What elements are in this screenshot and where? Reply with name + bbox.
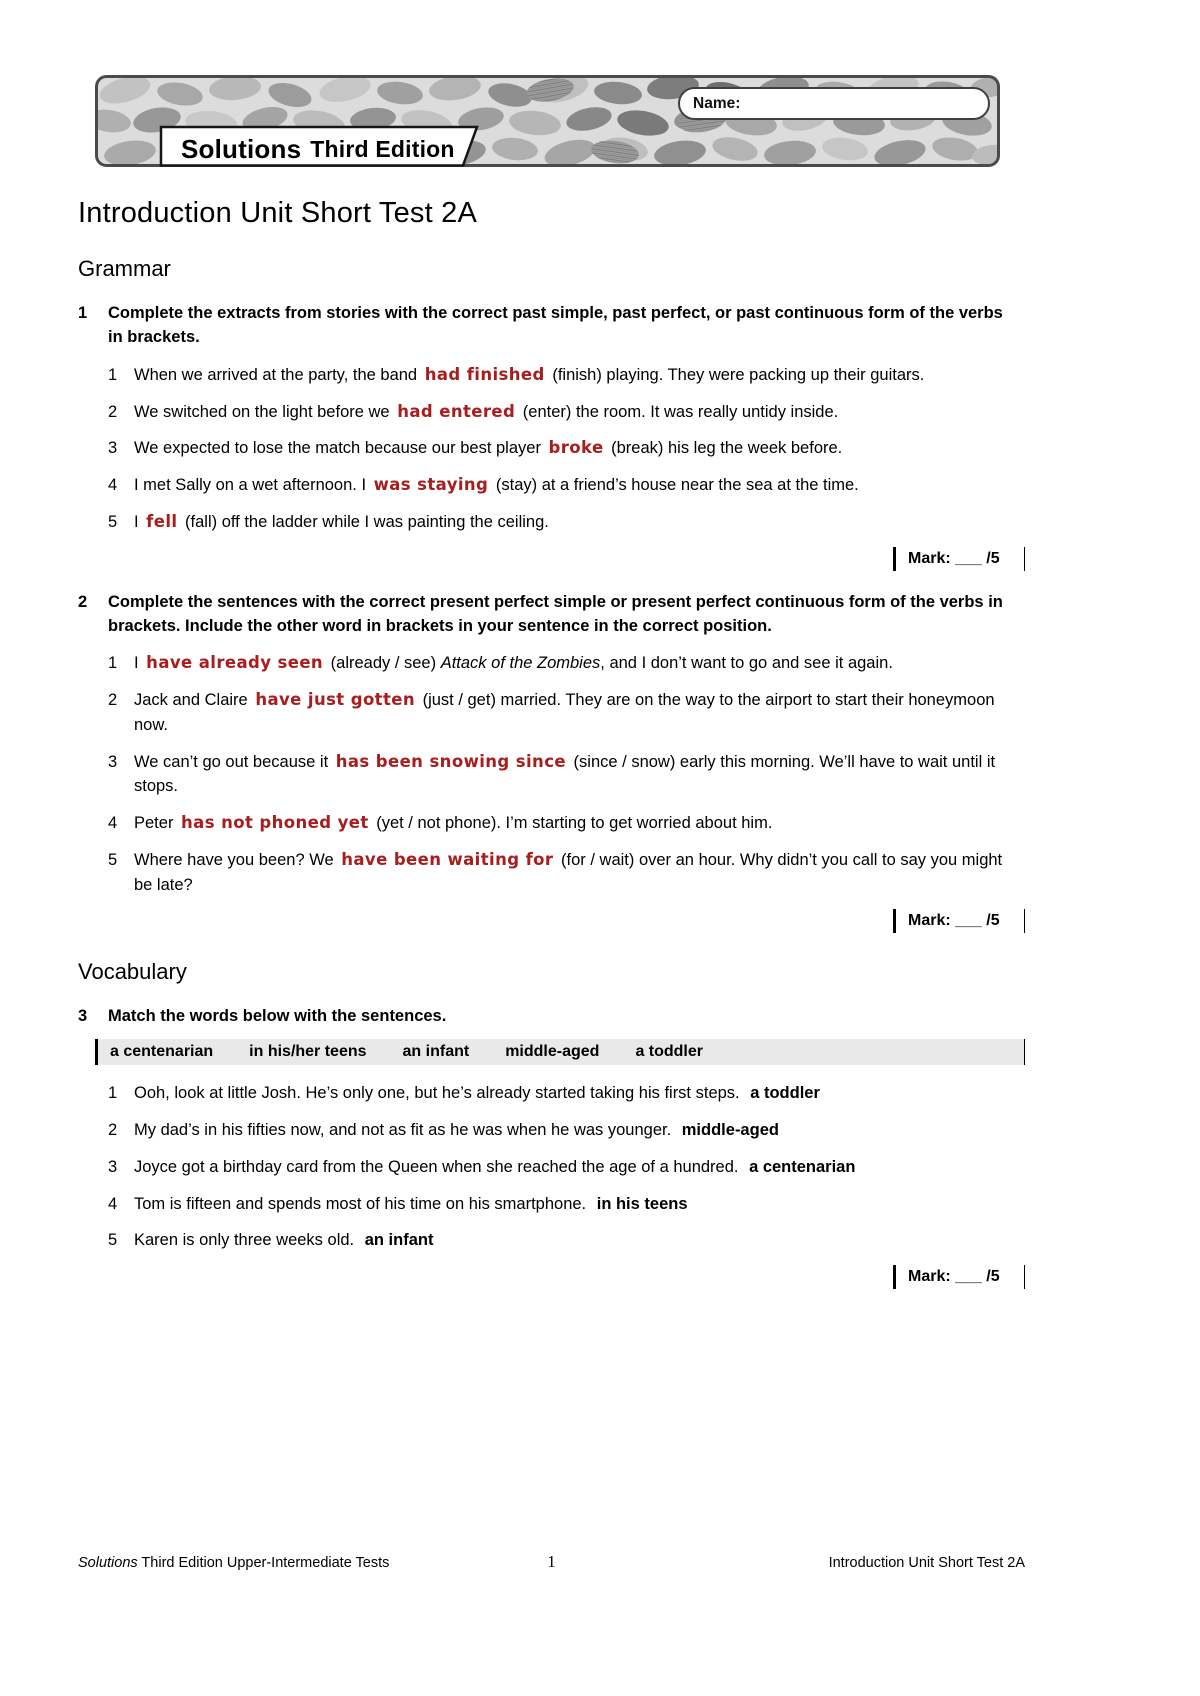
item-number: 3	[108, 752, 118, 771]
item-number: 5	[108, 1231, 118, 1250]
text-segment: When we arrived at the party, the band	[134, 365, 422, 384]
footer-left	[78, 1555, 547, 1571]
word-bank-item: an infant	[402, 1043, 470, 1061]
handwritten-answer: have already seen	[146, 653, 324, 673]
content-column	[78, 167, 1025, 1297]
mark-box: Mark: ___ /5	[893, 547, 1025, 571]
item-number: 1	[108, 1084, 118, 1103]
question-item	[108, 750, 1025, 800]
item-text	[134, 848, 1025, 898]
mark-box: Mark: ___ /5	[893, 1265, 1025, 1289]
text-segment: I	[134, 654, 144, 673]
vocab-answer: in his teens	[596, 1194, 688, 1213]
question-item	[108, 473, 1025, 498]
question-item	[108, 1118, 1025, 1143]
item-number: 2	[108, 691, 118, 710]
item-text	[134, 688, 1025, 738]
items-list	[78, 1081, 1025, 1253]
text-segment: (just / get) married. They are on the way to the airport to start their honeymoon now.	[134, 691, 995, 734]
exercise-1	[78, 302, 1025, 571]
question-item	[108, 1228, 1025, 1253]
section-heading-grammar: Grammar	[78, 256, 171, 281]
exercise-number: 1	[78, 304, 88, 322]
word-bank	[95, 1039, 1025, 1065]
page-title: Introduction Unit Short Test 2A	[78, 197, 477, 229]
handwritten-answer: has been snowing since	[335, 751, 566, 771]
item-text	[134, 1192, 1025, 1217]
question-item	[108, 811, 1025, 836]
text-segment: (fall) off the ladder while I was painting the ceiling.	[180, 512, 549, 531]
name-label: Name:	[693, 94, 741, 112]
section-heading-vocabulary: Vocabulary	[78, 959, 187, 985]
exercise-instructions: Match the words below with the sentences.	[108, 1007, 447, 1026]
handwritten-answer: had entered	[397, 401, 516, 421]
item-number: 1	[108, 365, 118, 384]
item-text	[134, 1228, 1025, 1253]
vocab-answer: an infant	[364, 1231, 434, 1250]
text-segment: We can’t go out because it	[134, 752, 333, 771]
text-segment: Where have you been? We	[134, 850, 339, 869]
text-segment: (stay) at a friend’s house near the sea at the time.	[491, 476, 859, 495]
question-item	[108, 848, 1025, 898]
item-number: 4	[108, 814, 118, 833]
items-list	[78, 651, 1025, 897]
item-text	[134, 750, 1025, 800]
text-segment: (already / see)	[326, 654, 441, 673]
item-text	[134, 363, 1025, 388]
question-item	[108, 363, 1025, 388]
handwritten-answer: has not phoned yet	[181, 813, 369, 833]
item-number: 5	[108, 850, 118, 869]
footer-series-rest: Third Edition Upper-Intermediate Tests	[137, 1555, 390, 1571]
items-list	[78, 363, 1025, 535]
text-segment: Karen is only three weeks old.	[134, 1231, 359, 1250]
text-segment: Ooh, look at little Josh. He’s only one, but he’s already started taking his first steps.	[134, 1084, 745, 1103]
question-item	[108, 400, 1025, 425]
handwritten-answer: have been waiting for	[341, 849, 554, 869]
header-banner	[95, 75, 1000, 167]
exercise-3	[78, 1005, 1025, 1289]
item-number: 2	[108, 1121, 118, 1140]
text-segment: Joyce got a birthday card from the Queen when she reached the age of a hundred.	[134, 1157, 744, 1176]
question-item	[108, 1081, 1025, 1106]
exercise-1-heading	[78, 302, 1025, 350]
question-item	[108, 688, 1025, 738]
text-segment: (yet / not phone). I’m starting to get worried about him.	[371, 814, 773, 833]
word-bank-item: a centenarian	[110, 1043, 214, 1061]
item-number: 3	[108, 1157, 118, 1176]
footer	[78, 1552, 1025, 1572]
item-text	[134, 651, 1025, 676]
mark-row	[78, 1265, 1025, 1289]
item-text	[134, 1118, 1025, 1143]
exercise-instructions: Complete the extracts from stories with the correct past simple, past perfect, or past continuous form of the verbs in brackets.	[108, 304, 1003, 346]
text-segment: Peter	[134, 814, 179, 833]
mark-row	[78, 547, 1025, 571]
text-segment: Tom is fifteen and spends most of his time on his smartphone.	[134, 1194, 591, 1213]
word-bank-item: middle-aged	[505, 1043, 600, 1061]
item-text	[134, 510, 1025, 535]
text-segment: (finish) playing. They were packing up their guitars.	[547, 365, 925, 384]
mark-row	[78, 909, 1025, 933]
item-number: 3	[108, 439, 118, 458]
text-segment: , and I don’t want to go and see it again.	[600, 654, 893, 673]
question-item	[108, 510, 1025, 535]
exercise-number: 2	[78, 592, 88, 611]
exercise-3-heading	[78, 1005, 1025, 1029]
item-text	[134, 1081, 1025, 1106]
item-text	[134, 436, 1025, 461]
text-segment: I met Sally on a wet afternoon. I	[134, 476, 371, 495]
item-number: 4	[108, 1194, 118, 1213]
text-segment: (for / wait) over an hour. Why didn’t you call to say you might be late?	[134, 850, 1003, 894]
exercise-2	[78, 591, 1025, 934]
exercise-instructions: Complete the sentences with the correct present perfect simple or present perfect continuous form of the verbs in brackets. Include the other word in brackets in your sentence in the correct position.	[108, 592, 1003, 635]
word-bank-item: in his/her teens	[249, 1043, 367, 1061]
exercise-number: 3	[78, 1007, 88, 1026]
text-segment: We expected to lose the match because our best player	[134, 439, 546, 458]
name-field	[678, 87, 990, 120]
vocab-answer: a toddler	[750, 1084, 820, 1103]
footer-right: Introduction Unit Short Test 2A	[828, 1555, 1025, 1571]
word-bank-item: a toddler	[635, 1043, 703, 1061]
handwritten-answer: was staying	[373, 475, 489, 495]
footer-page-number: 1	[547, 1552, 556, 1571]
item-text	[134, 1155, 1025, 1180]
text-segment: (since / snow) early this morning. We’ll have to wait until it stops.	[134, 752, 996, 796]
logo-solutions: Solutions	[181, 133, 302, 164]
text-segment: Jack and Claire	[134, 691, 253, 710]
text-segment: My dad’s in his fifties now, and not as fit as he was when he was younger.	[134, 1121, 676, 1140]
exercise-2-heading	[78, 591, 1025, 639]
question-item	[108, 1155, 1025, 1180]
item-text	[134, 473, 1025, 498]
vocab-answer: middle-aged	[681, 1121, 779, 1140]
question-item	[108, 436, 1025, 461]
logo-third-edition: Third Edition	[310, 135, 455, 162]
italic-title: Attack of the Zombies	[440, 654, 601, 673]
question-item	[108, 1192, 1025, 1217]
text-segment: I	[134, 512, 144, 531]
item-number: 5	[108, 512, 118, 531]
item-number: 1	[108, 654, 118, 673]
question-item	[108, 651, 1025, 676]
footer-series-name: Solutions	[78, 1555, 138, 1571]
logo	[181, 132, 455, 166]
handwritten-answer: have just gotten	[255, 690, 415, 710]
handwritten-answer: fell	[146, 511, 178, 531]
handwritten-answer: had finished	[424, 364, 545, 384]
text-segment: We switched on the light before we	[134, 402, 395, 421]
mark-box: Mark: ___ /5	[893, 909, 1025, 933]
item-text	[134, 811, 1025, 836]
item-number: 2	[108, 402, 118, 421]
text-segment: (break) his leg the week before.	[606, 439, 843, 458]
item-number: 4	[108, 476, 118, 495]
text-segment: (enter) the room. It was really untidy inside.	[518, 402, 839, 421]
vocab-answer: a centenarian	[749, 1157, 856, 1176]
handwritten-answer: broke	[548, 438, 604, 458]
item-text	[134, 400, 1025, 425]
